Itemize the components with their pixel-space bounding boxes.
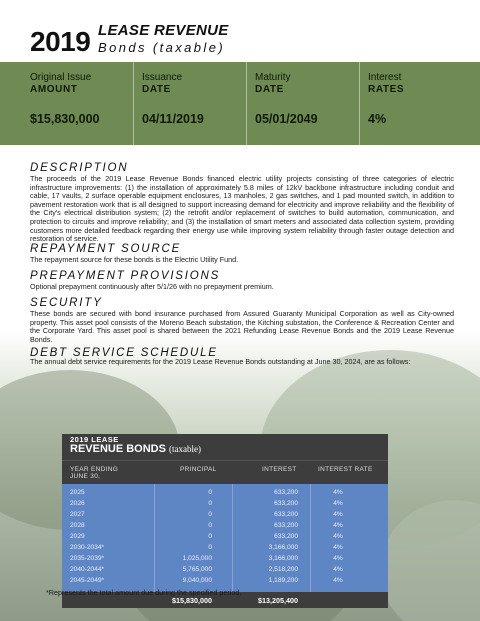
table-row xyxy=(62,532,388,542)
table-body xyxy=(62,484,388,592)
table-pre-title: 2019 LEASE xyxy=(70,435,119,444)
summary-label: Issuance xyxy=(142,72,183,83)
cell-interest: 3,166,000 xyxy=(268,544,298,551)
table-row xyxy=(62,521,388,531)
description-heading: DESCRIPTION xyxy=(30,162,129,174)
summary-issuance xyxy=(133,62,246,145)
cell-rate: 4% xyxy=(333,544,343,551)
cell-rate: 4% xyxy=(333,577,343,584)
table-header-row xyxy=(62,460,388,484)
prepayment-text: Optional prepayment continuously after 5/1/26 with no prepayment premium. xyxy=(30,282,274,291)
summary-interest xyxy=(359,62,480,145)
cell-year: 2045-2049* xyxy=(70,577,105,584)
cell-principal: 0 xyxy=(208,533,212,540)
summary-label-strong: AMOUNT xyxy=(30,84,78,95)
cell-rate: 4% xyxy=(333,533,343,540)
table-row xyxy=(62,499,388,509)
total-interest: $13,205,400 xyxy=(258,596,298,605)
summary-value: 05/01/2049 xyxy=(255,112,318,126)
cell-rate: 4% xyxy=(333,522,343,529)
summary-label: Original Issue xyxy=(30,72,92,83)
summary-label-strong: RATES xyxy=(368,84,405,95)
table-row xyxy=(62,510,388,520)
prepayment-heading: PREPAYMENT PROVISIONS xyxy=(30,270,221,282)
cell-principal: 1,025,000 xyxy=(182,555,212,562)
bond-subtitle: Bonds (taxable) xyxy=(98,40,226,55)
cell-year: 2028 xyxy=(70,522,85,529)
cell-principal: 0 xyxy=(208,489,212,496)
column-header-interest-rate: INTEREST RATE xyxy=(318,466,373,473)
column-header-year: YEAR ENDING xyxy=(70,466,119,473)
cell-rate: 4% xyxy=(333,511,343,518)
summary-maturity xyxy=(246,62,359,145)
cell-rate: 4% xyxy=(333,500,343,507)
repayment-text: The repayment source for these bonds is the Electric Utility Fund. xyxy=(30,255,239,264)
cell-principal: 0 xyxy=(208,544,212,551)
repayment-heading: REPAYMENT SOURCE xyxy=(30,243,182,255)
summary-label: Interest xyxy=(368,72,402,83)
table-row xyxy=(62,488,388,498)
cell-interest: 633,200 xyxy=(274,511,298,518)
summary-value: 4% xyxy=(368,112,387,126)
summary-original-issue xyxy=(0,62,113,145)
cell-rate: 4% xyxy=(333,489,343,496)
description-text: The proceeds of the 2019 Lease Revenue Bonds financed electric utility projects consisting of three categories of electric infrastructure improvements: (1) the installation of approximately 5.8 miles of 12kV backbone infrastructure including conduit and cable, 17 vaults, 2 surface operable equipment enclosures, 13 manholes, 2 gas switches, and 1 pad mounted switch, in addition to pavement restoration work that is all designed to support increasing demand for electricity and improve reliability and the flexibility of the City's electrical distribution system; (2) the retrofit and/or replacement of switches to build automation, communication, and protection to circuits and improve reliability; and (3) the installation of smart meters and associated data collection system, providing customers more detailed feedback regarding their energy use while improving system reliability through faster outage detection and restoration of service. xyxy=(30,174,454,244)
cell-rate: 4% xyxy=(333,566,343,573)
bond-title: LEASE REVENUE xyxy=(98,22,229,39)
bond-year: 2019 xyxy=(30,26,91,57)
table-row xyxy=(62,576,388,586)
cell-year: 2030-2034* xyxy=(70,544,105,551)
cell-interest: 2,518,200 xyxy=(268,566,298,573)
cell-year: 2026 xyxy=(70,500,85,507)
summary-label-strong: DATE xyxy=(255,84,284,95)
cell-year: 2029 xyxy=(70,533,85,540)
security-text: These bonds are secured with bond insurance purchased from Assured Guaranty Municipal Corporation as well as City-owned property. This asset pool consists of the Moreno Beach substation, the Kitching substation, the Conference & Recreation Center and the Corporate Yard. This asset pool is shared between the 2021 Refunding Lease Revenue Bonds and the 2019 Lease Revenue Bonds. xyxy=(30,309,454,344)
table-row xyxy=(62,565,388,575)
table-footnote: *Represents the total amount due during the specified period. xyxy=(46,588,242,597)
cell-principal: 5,765,000 xyxy=(182,566,212,573)
cell-interest: 633,200 xyxy=(274,489,298,496)
cell-interest: 3,166,000 xyxy=(268,555,298,562)
debt-schedule-heading: DEBT SERVICE SCHEDULE xyxy=(30,347,218,359)
summary-value: $15,830,000 xyxy=(30,112,100,126)
cell-principal: 0 xyxy=(208,511,212,518)
cell-year: 2025 xyxy=(70,489,85,496)
table-title xyxy=(70,443,201,455)
cell-year: 2027 xyxy=(70,511,85,518)
summary-label: Maturity xyxy=(255,72,291,83)
cell-interest: 633,200 xyxy=(274,522,298,529)
column-header-year-sub: JUNE 30, xyxy=(70,473,101,480)
cell-year: 2040-2044* xyxy=(70,566,105,573)
total-principal: $15,830,000 xyxy=(172,596,212,605)
summary-value: 04/11/2019 xyxy=(142,112,204,126)
debt-schedule-text: The annual debt service requirements for the 2019 Lease Revenue Bonds outstanding at June 30, 2024, are as follows: xyxy=(30,357,411,366)
summary-label-strong: DATE xyxy=(142,84,171,95)
table-row xyxy=(62,543,388,553)
cell-interest: 633,200 xyxy=(274,533,298,540)
table-title-suffix: (taxable) xyxy=(169,444,202,454)
cell-year: 2035-2039* xyxy=(70,555,105,562)
debt-service-table xyxy=(62,434,388,608)
table-title-text: REVENUE BONDS xyxy=(70,443,166,455)
cell-rate: 4% xyxy=(333,555,343,562)
cell-principal: 9,040,000 xyxy=(182,577,212,584)
table-title-bar xyxy=(62,434,388,460)
cell-interest: 633,200 xyxy=(274,500,298,507)
column-header-principal: PRINCIPAL xyxy=(180,466,217,473)
table-row xyxy=(62,554,388,564)
cell-interest: 1,189,200 xyxy=(268,577,298,584)
cell-principal: 0 xyxy=(208,522,212,529)
cell-principal: 0 xyxy=(208,500,212,507)
security-heading: SECURITY xyxy=(30,297,103,309)
page-header xyxy=(0,0,480,62)
column-header-interest: INTEREST xyxy=(262,466,297,473)
summary-band xyxy=(0,62,480,145)
